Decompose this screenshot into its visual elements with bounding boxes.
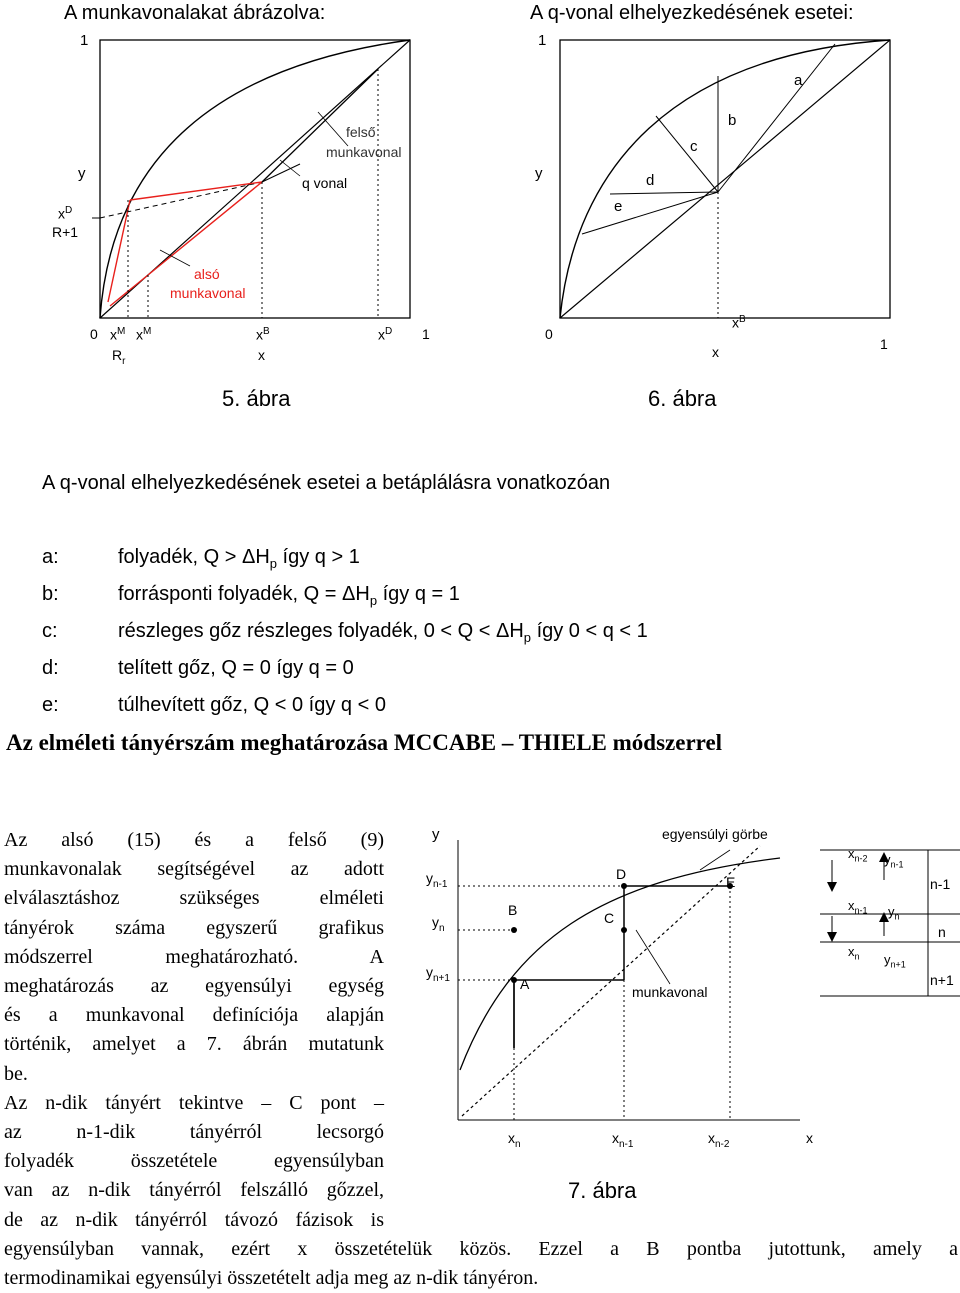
fig7-ynp1: $y_{n+1}$ — [426, 964, 450, 984]
fig5-dashed-line — [100, 182, 262, 218]
fig6-x0: 0 — [545, 326, 553, 342]
paragraph-line: folyadék összetétele egyensúlyban — [4, 1150, 384, 1173]
fig5-x0: 0 — [90, 326, 98, 342]
fig7-tray-n: n — [938, 924, 946, 940]
case-rest: így 0 < q < 1 — [531, 620, 648, 642]
figure-6 — [460, 0, 900, 380]
fig5-y-label: y — [78, 165, 86, 182]
case-text: forrásponti folyadék, Q = ΔH — [118, 583, 370, 605]
paragraph-line: elválasztáshoz szükséges elméleti — [4, 887, 384, 910]
fig6-x-axis: x — [712, 344, 719, 360]
fig6-y-top: 1 — [538, 32, 547, 49]
wide-line-2: termodinamikai egyensúlyi összetételt adja meg az n-dik tányéron. — [4, 1267, 539, 1289]
fig7-label-c: C — [604, 910, 615, 926]
fig7-y-label: y — [432, 826, 440, 843]
paragraph-line: és a munkavonal definíciója alapján — [4, 1004, 384, 1027]
fig5-rr: $R_r$ — [112, 347, 126, 367]
fig7-col-xn: $x_n$ — [848, 944, 860, 962]
paragraph-line: tányérok száma egyszerű grafikus — [4, 916, 384, 939]
fig6-label-b: b — [728, 112, 737, 129]
paragraph-line: Az alsó (15) és a felső (9) — [4, 829, 384, 851]
fig5-xm1: $x^M$ — [110, 326, 126, 343]
paragraph-line: módszerrel meghatározható. A — [4, 945, 384, 968]
fig7-eq-curve-label: egyensúlyi görbe — [662, 826, 768, 842]
fig7-yn: $y_n$ — [432, 914, 445, 934]
fig5-red-lower-line-ext — [110, 275, 148, 306]
fig7-arrow-down-1 — [827, 882, 837, 892]
fig7-caption: 7. ábra — [568, 1178, 637, 1203]
fig7-col-yn: $y_n$ — [888, 904, 900, 922]
case-rest: így q = 1 — [377, 583, 460, 605]
fig5-felso-leader — [318, 112, 348, 146]
fig6-label-a: a — [794, 72, 803, 89]
fig7-label-b: B — [508, 902, 518, 918]
fig7-xn1: $x_{n-1}$ — [612, 1130, 634, 1150]
fig7-label-d: D — [616, 866, 627, 882]
fig5-q-leader — [280, 160, 300, 176]
fig5-label-qvonal: q vonal — [302, 175, 348, 191]
fig5-red-lower-line — [148, 182, 262, 275]
fig6-xb: $x^B$ — [732, 314, 746, 331]
fig6-caption: 6. ábra — [648, 386, 717, 411]
case-text: túlhevített gőz, Q < 0 így q < 0 — [118, 694, 386, 716]
case-sub: p — [369, 593, 378, 608]
fig6-header: A q-vonal elhelyezkedésének esetei: — [530, 2, 854, 24]
case-text: részleges gőz részleges folyadék, 0 < Q < ΔH — [118, 620, 524, 642]
fig7-xn2: $x_{n-2}$ — [708, 1130, 730, 1150]
fig7-tray-n1: n-1 — [930, 876, 951, 892]
case-key: b: — [42, 583, 59, 605]
fig7-label-e: E — [726, 874, 736, 890]
cases-title: A q-vonal elhelyezkedésének esetei a betáplálásra vonatkozóan — [42, 472, 611, 494]
section-heading: Az elméleti tányérszám meghatározása MCCABE – THIELE módszerrel — [6, 730, 723, 755]
fig7-point-d — [621, 883, 627, 889]
paragraph-line: Az n-dik tányért tekintve – C pont – — [4, 1091, 384, 1114]
fig7-op-line-label: munkavonal — [632, 984, 708, 1000]
paragraph-line: az n-1-dik tányérról lecsorgó — [4, 1121, 384, 1144]
fig6-q-line-c — [656, 116, 718, 192]
fig5-xm2: $x^M$ — [136, 326, 152, 343]
fig7-point-c — [621, 927, 627, 933]
case-key: d: — [42, 657, 59, 679]
case-text: folyadék, Q > ΔH — [118, 546, 270, 568]
paragraph-line: van az n-dik tányérról felszálló gőzzel, — [4, 1179, 384, 1202]
paragraph-line: történik, amelyet a 7. ábrán mutatunk — [4, 1033, 384, 1056]
case-sub: p — [269, 556, 277, 571]
fig6-y-label: y — [535, 165, 543, 182]
fig7-label-a: A — [520, 976, 530, 992]
fig5-xd-frac-num: $x^D$ — [58, 205, 73, 222]
fig5-label-felso-2: munkavonal — [326, 144, 402, 160]
case-key: e: — [42, 694, 59, 716]
fig5-xb: $x^B$ — [256, 326, 270, 343]
fig7-xn: $x_n$ — [508, 1130, 521, 1150]
fig7-arrow-down-2 — [827, 932, 837, 942]
case-row — [42, 694, 386, 717]
fig6-label-c: c — [690, 138, 698, 155]
fig7-col-xn1: $x_{n-1}$ — [848, 898, 868, 916]
case-row — [42, 620, 648, 645]
fig5-y-top: 1 — [80, 32, 89, 49]
case-row — [42, 583, 460, 608]
fig6-q-line-d — [610, 192, 718, 194]
fig5-caption: 5. ábra — [222, 386, 291, 411]
fig6-label-e: e — [614, 198, 623, 215]
figure-7 — [400, 820, 960, 1220]
fig7-point-b — [511, 927, 517, 933]
fig5-xd-frac-den: R+1 — [52, 224, 79, 240]
paragraph-line: be. — [4, 1062, 28, 1085]
fig5-x-axis: x — [258, 347, 265, 363]
case-sub: p — [523, 630, 532, 645]
case-key: c: — [42, 620, 58, 642]
fig7-tray-np1: n+1 — [930, 972, 954, 988]
fig6-q-line-e — [582, 192, 718, 234]
fig5-label-felso-1: felső — [346, 124, 376, 140]
fig7-point-a — [511, 977, 517, 983]
fig5-x1: 1 — [422, 326, 430, 342]
fig7-op-leader — [636, 930, 670, 984]
fig7-col-xn2: $x_{n-2}$ — [848, 846, 868, 864]
fig5-header: A munkavonalakat ábrázolva: — [64, 2, 326, 24]
section-paragraph — [4, 826, 384, 1235]
fig5-xd: $x^D$ — [378, 326, 393, 343]
paragraph-line: meghatározás az egyensúlyi egység — [4, 975, 384, 998]
paragraph-line: de az n-dik tányérról távozó fázisok is — [4, 1208, 384, 1231]
fig6-label-d: d — [646, 172, 655, 189]
case-key: a: — [42, 546, 59, 568]
wide-line-1: egyensúlyban vannak, ezért x összetételük közös. Ezzel a B pontba jutottunk, amely a — [4, 1238, 958, 1260]
fig7-x-axis-label: x — [806, 1130, 813, 1146]
case-row — [42, 546, 360, 571]
fig6-x1: 1 — [880, 336, 888, 352]
fig5-q-line — [262, 164, 300, 182]
fig5-label-also-2: munkavonal — [170, 285, 246, 301]
fig7-yn1: $y_{n-1}$ — [426, 870, 448, 890]
fig7-col-ynp1: $y_{n+1}$ — [884, 952, 906, 970]
fig6-diagonal — [560, 40, 890, 318]
paragraph-line: munkavonalak segítségével az adott — [4, 858, 384, 881]
fig5-label-also-1: alsó — [194, 266, 220, 282]
case-text: telített gőz, Q = 0 így q = 0 — [118, 657, 354, 679]
fig7-col-yn1: $y_{n-1}$ — [884, 852, 904, 870]
case-row — [42, 657, 354, 680]
case-rest: így q > 1 — [277, 546, 360, 568]
figure-5 — [0, 0, 470, 380]
